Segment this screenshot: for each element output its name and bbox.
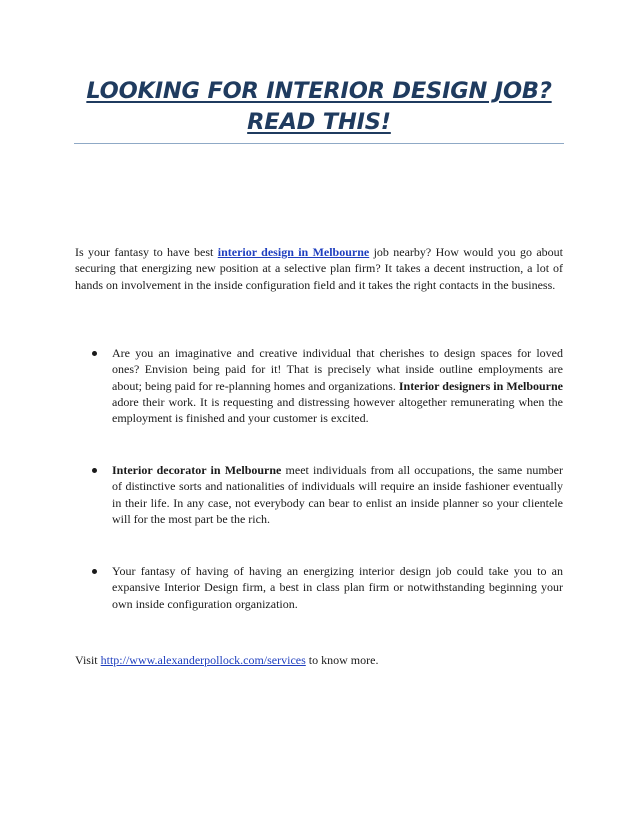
list-item-text [112,462,563,527]
bullet-icon [92,569,97,574]
title-line-1: LOOKING FOR INTERIOR DESIGN JOB? [86,78,552,104]
intro-paragraph [75,244,563,293]
title-line-2: READ THIS! [247,109,391,135]
list-item [92,563,563,612]
bullet-1-text-b: adore their work. It is requesting and distressing however altogether remunerating when the employment is finished and your customer is excited. [112,394,563,426]
intro-text-start: Is your fantasy to have best [75,245,218,259]
title-divider [74,143,564,144]
bullet-1-bold: Interior designers in Melbourne [398,378,563,393]
intro-text-end: job nearby? How would you go about securing that energizing new position at a selective plan firm? It takes a decent instruction, a lot of hands on involvement in the inside configuration field and it takes the right contacts in the business. [75,245,563,292]
bullet-3-text-a: Your fantasy of having of having an energizing interior design job could take you to an expansive Interior Design firm, a best in class plan firm or notwithstanding beginning your own inside configuration organization. [112,564,563,611]
visit-text-end: to know more. [305,653,379,667]
interior-design-link[interactable]: interior design in Melbourne [217,245,370,259]
list-item [92,462,563,527]
list-item-text [112,563,563,612]
page-title [74,76,564,138]
bullet-2-text-b: meet individuals from all occupations, the same number of distinctive sorts and nationalities of individuals will require an inside fashioner eventually in their life. In any case, not everybody can bear to enlist an inside planner so your clientele will for the most part be the rich. [112,463,563,526]
visit-paragraph [75,652,563,668]
services-link[interactable]: http://www.alexanderpollock.com/services [100,653,306,667]
bullet-2-bold: Interior decorator in Melbourne [112,463,282,477]
list-item [92,345,563,426]
list-item-text [112,345,563,426]
bullet-icon [92,468,97,473]
visit-text-start: Visit [75,653,101,667]
bullet-1-text-a: Are you an imaginative and creative individual that cherishes to design spaces for loved ones? Envision being paid for it! That is precisely what inside outline employments are about; being paid for re-planning homes and organizations. [112,346,563,393]
bullet-icon [92,351,97,356]
